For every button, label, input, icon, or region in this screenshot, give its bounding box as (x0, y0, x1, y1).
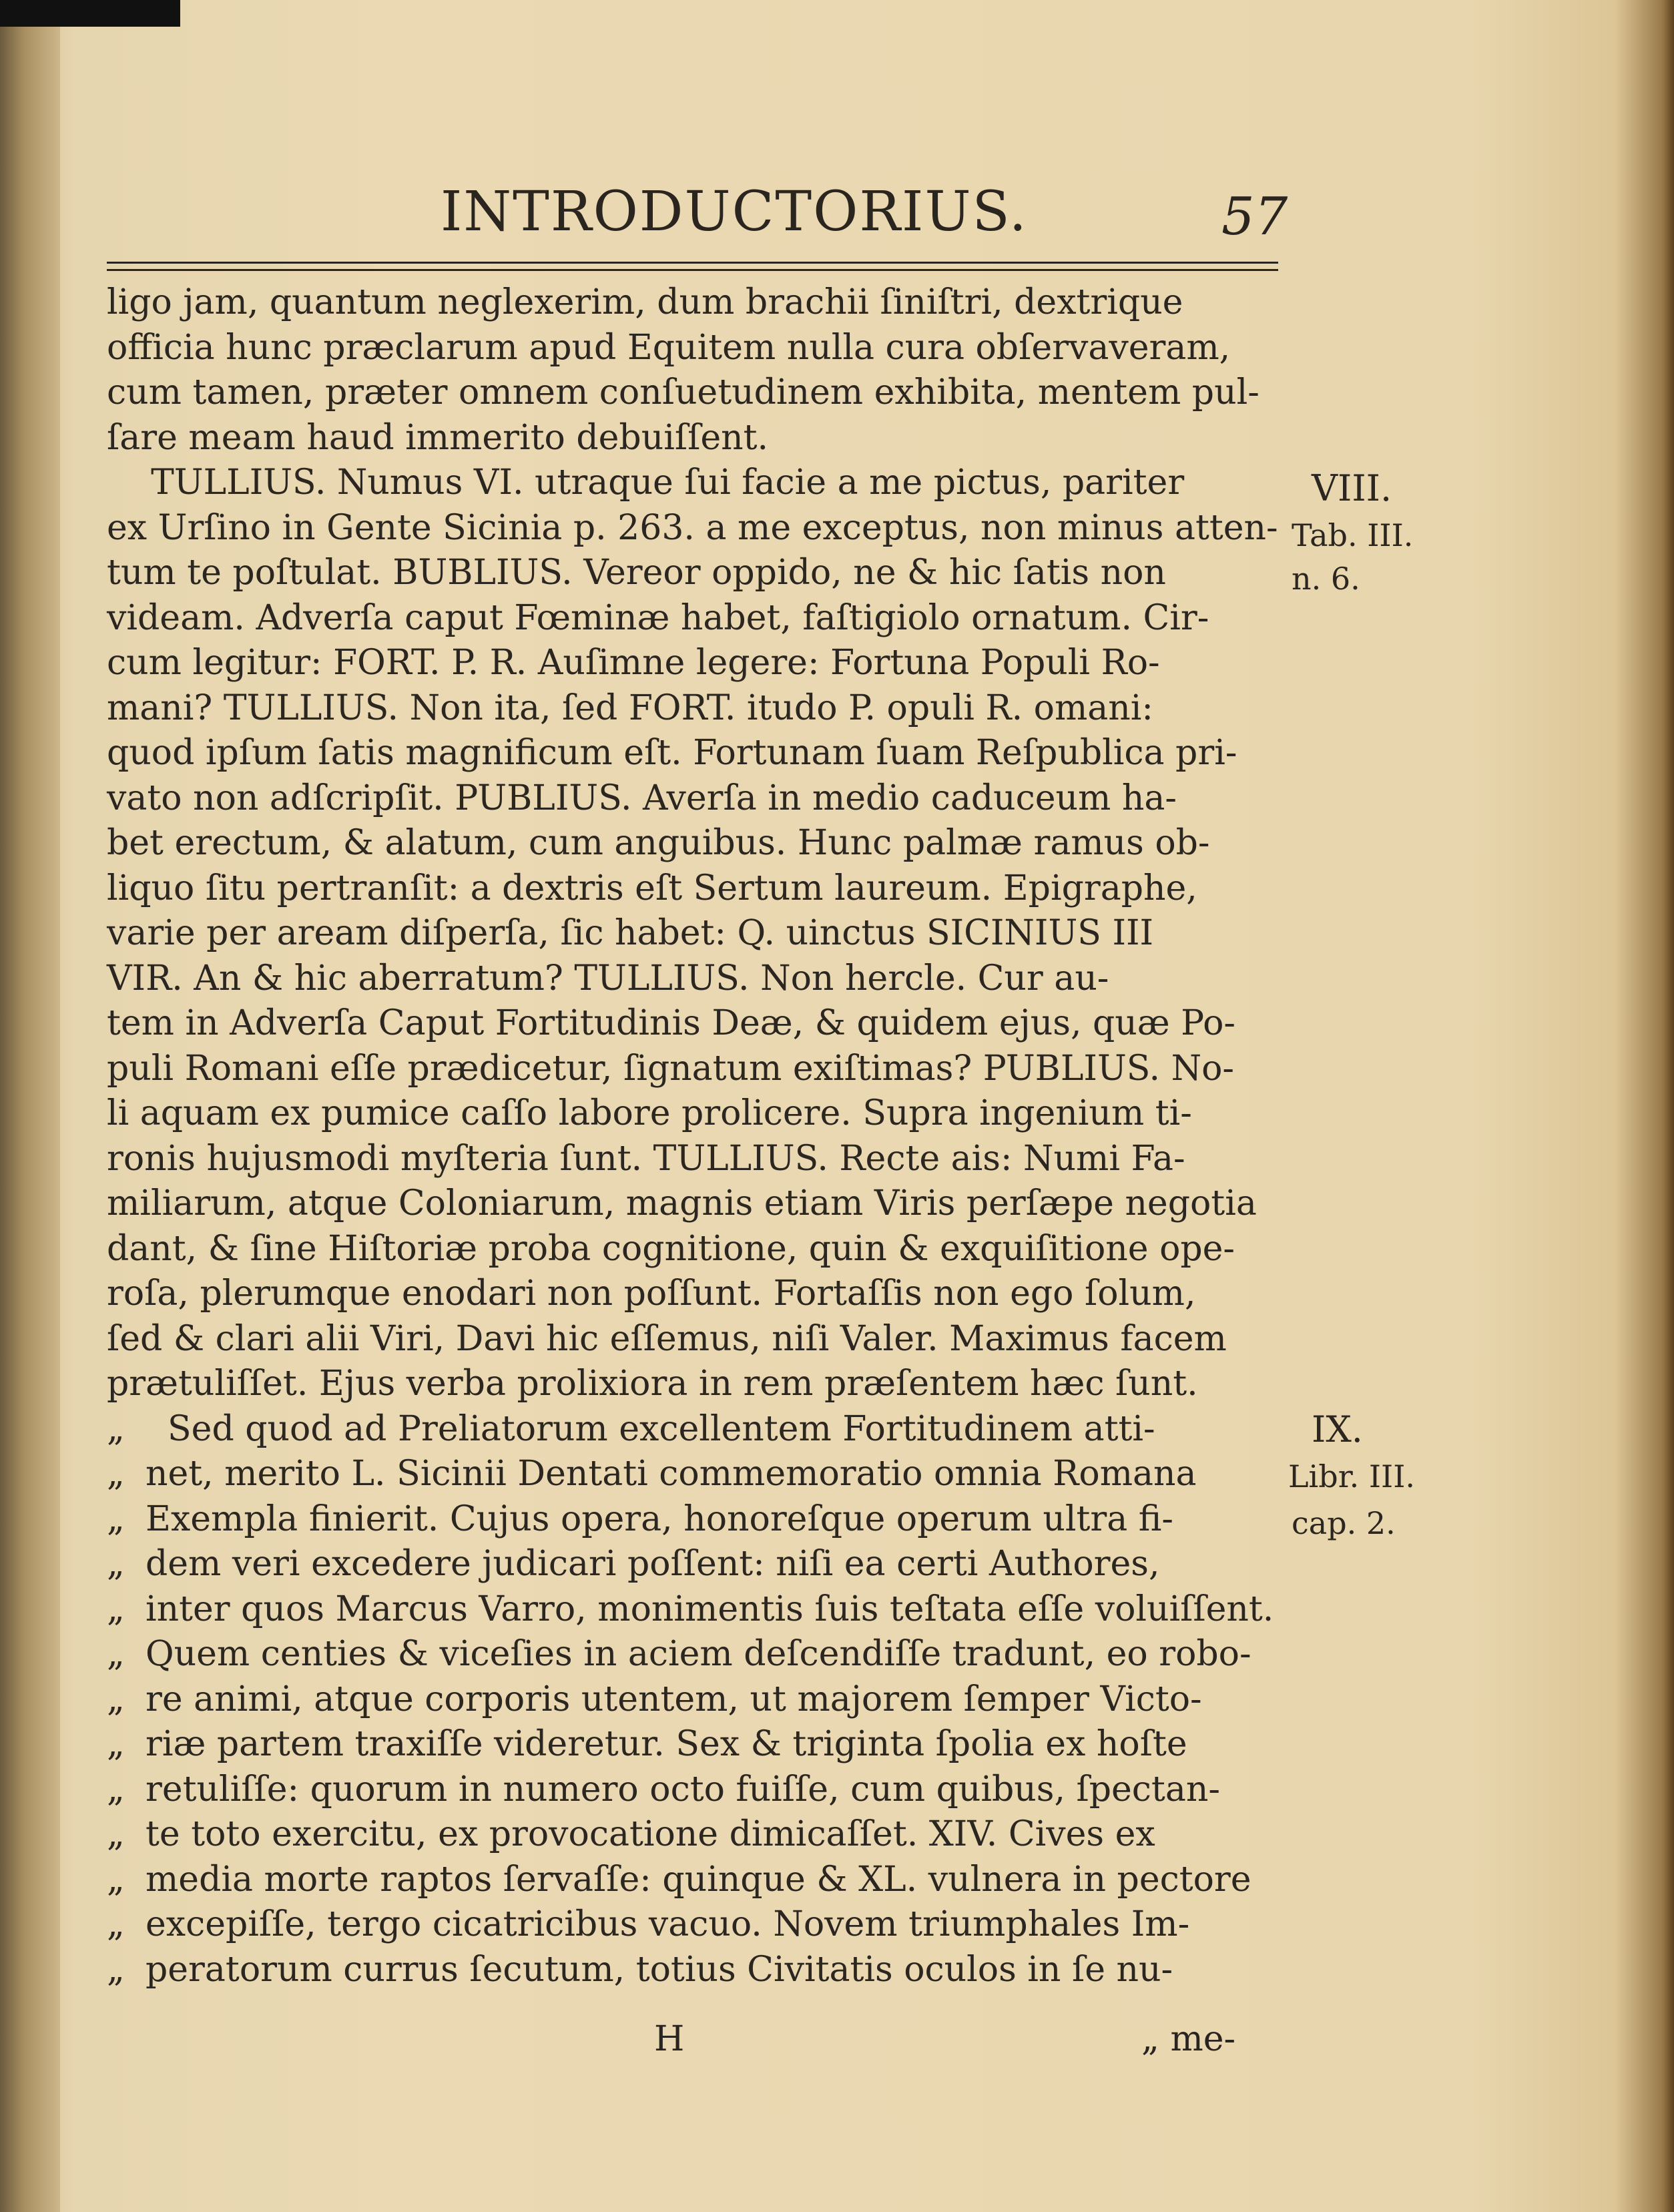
quote-line (107, 1858, 1282, 1903)
quote-line (107, 1722, 1282, 1767)
quote-mark: „ (107, 1679, 125, 1719)
quote-text: Exempla finierit. Cujus opera, honoreſque operum ultra fi- (146, 1498, 1173, 1539)
text-line: VIR. An & hic aberratum? TULLIUS. Non hercle. Cur au- (107, 958, 1109, 999)
quote-text: Quem centies & viceſies in aciem deſcendiſſe tradunt, eo robo- (146, 1634, 1251, 1674)
quote-mark: „ (107, 1454, 125, 1494)
quote-line (107, 1632, 1282, 1677)
quote-text: retuliſſe: quorum in numero octo fuiſſe, cum quibus, ſpectan- (146, 1769, 1220, 1810)
text-line: prætuliſſet. Ejus verba prolixiora in rem præſentem hæc ſunt. (107, 1364, 1198, 1404)
text-line: tem in Adverſa Caput Fortitudinis Deæ, & quidem ejus, quæ Po- (107, 1003, 1235, 1043)
text-line: roſa, plerumque enodari non poſſunt. Fortaſſis non ego ſolum, (107, 1274, 1196, 1314)
text-line: ligo jam, quantum neglexerim, dum brachii ſiniſtri, dextrique (107, 282, 1183, 322)
quote-line (107, 1812, 1282, 1858)
text-line: cum legitur: FORT. P. R. Auſimne legere: Fortuna Populi Ro- (107, 643, 1160, 683)
quote-mark: „ (107, 1904, 125, 1944)
quote-mark: „ (107, 1498, 125, 1539)
margin-book-ref: Libr. III. (1288, 1458, 1416, 1494)
quote-text: re animi, atque corporis utentem, ut majorem ſemper Victo- (146, 1679, 1202, 1719)
catchword: „ me- (1141, 2019, 1236, 2059)
quote-line (107, 1767, 1282, 1813)
running-title: INTRODUCTORIUS. (441, 180, 1028, 244)
text-line: vato non adſcripſit. PUBLIUS. Averſa in medio caduceum ha- (107, 778, 1177, 818)
quote-text: media morte raptos ſervaſſe: quinque & XL. vulnera in pectore (146, 1859, 1251, 1900)
quote-text: te toto exercitu, ex provocatione dimicaſſet. XIV. Cives ex (146, 1814, 1155, 1854)
quote-mark: „ (107, 1589, 125, 1629)
text-line: mani? TULLIUS. Non ita, ſed FORT. itudo P. opuli R. omani: (107, 687, 1153, 728)
margin-number-ix: IX. (1312, 1408, 1363, 1450)
text-line: li aquam ex pumice caſſo labore prolicere. Supra ingenium ti- (107, 1093, 1192, 1133)
text-line: puli Romani eſſe prædicetur, ſignatum exiſtimas? PUBLIUS. No- (107, 1048, 1234, 1089)
quote-text: net, merito L. Sicinii Dentati commemoratio omnia Romana (146, 1454, 1197, 1494)
quote-mark: „ (107, 1408, 125, 1449)
quote-mark: „ (107, 1859, 125, 1900)
text-line: dant, & ſine Hiſtoriæ proba cognitione, quin & exquiſitione ope- (107, 1228, 1235, 1269)
text-line: tum te poſtulat. BUBLIUS. Vereor oppido, ne & hic ſatis non (107, 553, 1166, 593)
quote-line (107, 1497, 1282, 1543)
text-line: ex Urſino in Gente Sicinia p. 263. a me exceptus, non minus atten- (107, 507, 1278, 548)
quote-text: riæ partem traxiſſe videretur. Sex & triginta ſpolia ex hoſte (146, 1724, 1187, 1764)
quote-mark: „ (107, 1634, 125, 1674)
quote-text: dem veri excedere judicari poſſent: niſi ea certi Authores, (146, 1544, 1160, 1584)
text-line: quod ipſum ſatis magnificum eſt. Fortunam ſuam Reſpublica pri- (107, 733, 1237, 773)
page-footer (107, 2019, 1282, 2066)
quote-text: peratorum currus ſecutum, totius Civitatis oculos in ſe nu- (146, 1949, 1173, 1990)
quote-text: excepiſſe, tergo cicatricibus vacuo. Novem triumphales Im- (146, 1904, 1190, 1944)
text-line: TULLIUS. Numus VI. utraque ſui facie a me pictus, pariter (107, 463, 1185, 503)
header-rule (107, 262, 1278, 271)
text-line: ronis hujusmodi myſteria ſunt. TULLIUS. Recte ais: Numi Fa- (107, 1138, 1185, 1179)
text-line: officia hunc præclarum apud Equitem nulla cura obſervaveram, (107, 327, 1231, 368)
page-binding (0, 0, 60, 2212)
quote-text: inter quos Marcus Varro, monimentis ſuis teſtata eſſe voluiſſent. (146, 1589, 1274, 1629)
quote-line (107, 1452, 1282, 1497)
quote-mark: „ (107, 1769, 125, 1810)
quote-line (107, 1948, 1282, 1993)
text-block (107, 280, 1282, 1992)
quote-mark: „ (107, 1724, 125, 1764)
signature-mark: H (654, 2019, 685, 2059)
text-line: cum tamen, præter omnem conſuetudinem exhibita, mentem pul- (107, 372, 1260, 412)
margin-number-viii: VIII. (1312, 467, 1392, 509)
text-line: bet erectum, & alatum, cum anguibus. Hunc palmæ ramus ob- (107, 823, 1210, 863)
quote-line (107, 1902, 1282, 1948)
page-number: 57 (1221, 187, 1288, 247)
quote-mark: „ (107, 1544, 125, 1584)
margin-numus-ref: n. 6. (1292, 561, 1360, 597)
quote-line (107, 1542, 1282, 1587)
quote-text: Sed quod ad Preliatorum excellentem Fortitudinem atti- (146, 1408, 1155, 1449)
text-line: varie per aream diſperſa, ſic habet: Q. uinctus SICINIUS III (107, 913, 1154, 953)
scan-corner (0, 0, 180, 27)
text-line: videam. Adverſa caput Fœminæ habet, faſtigiolo ornatum. Cir- (107, 597, 1209, 638)
margin-chapter-ref: cap. 2. (1292, 1505, 1396, 1541)
quote-mark: „ (107, 1949, 125, 1990)
margin-table-ref: Tab. III. (1292, 517, 1414, 553)
text-line: ſare meam haud immerito debuiſſent. (107, 417, 769, 458)
text-line: ſed & clari alii Viri, Davi hic eſſemus, niſi Valer. Maximus facem (107, 1318, 1227, 1359)
quote-line (107, 1677, 1282, 1723)
quote-mark: „ (107, 1814, 125, 1854)
text-line: miliarum, atque Coloniarum, magnis etiam Viris perſæpe negotia (107, 1183, 1257, 1223)
running-header (107, 180, 1295, 254)
quote-line (107, 1587, 1282, 1633)
text-line: liquo ſitu pertranſit: a dextris eſt Sertum laureum. Epigraphe, (107, 868, 1197, 908)
quote-line (107, 1407, 1282, 1452)
